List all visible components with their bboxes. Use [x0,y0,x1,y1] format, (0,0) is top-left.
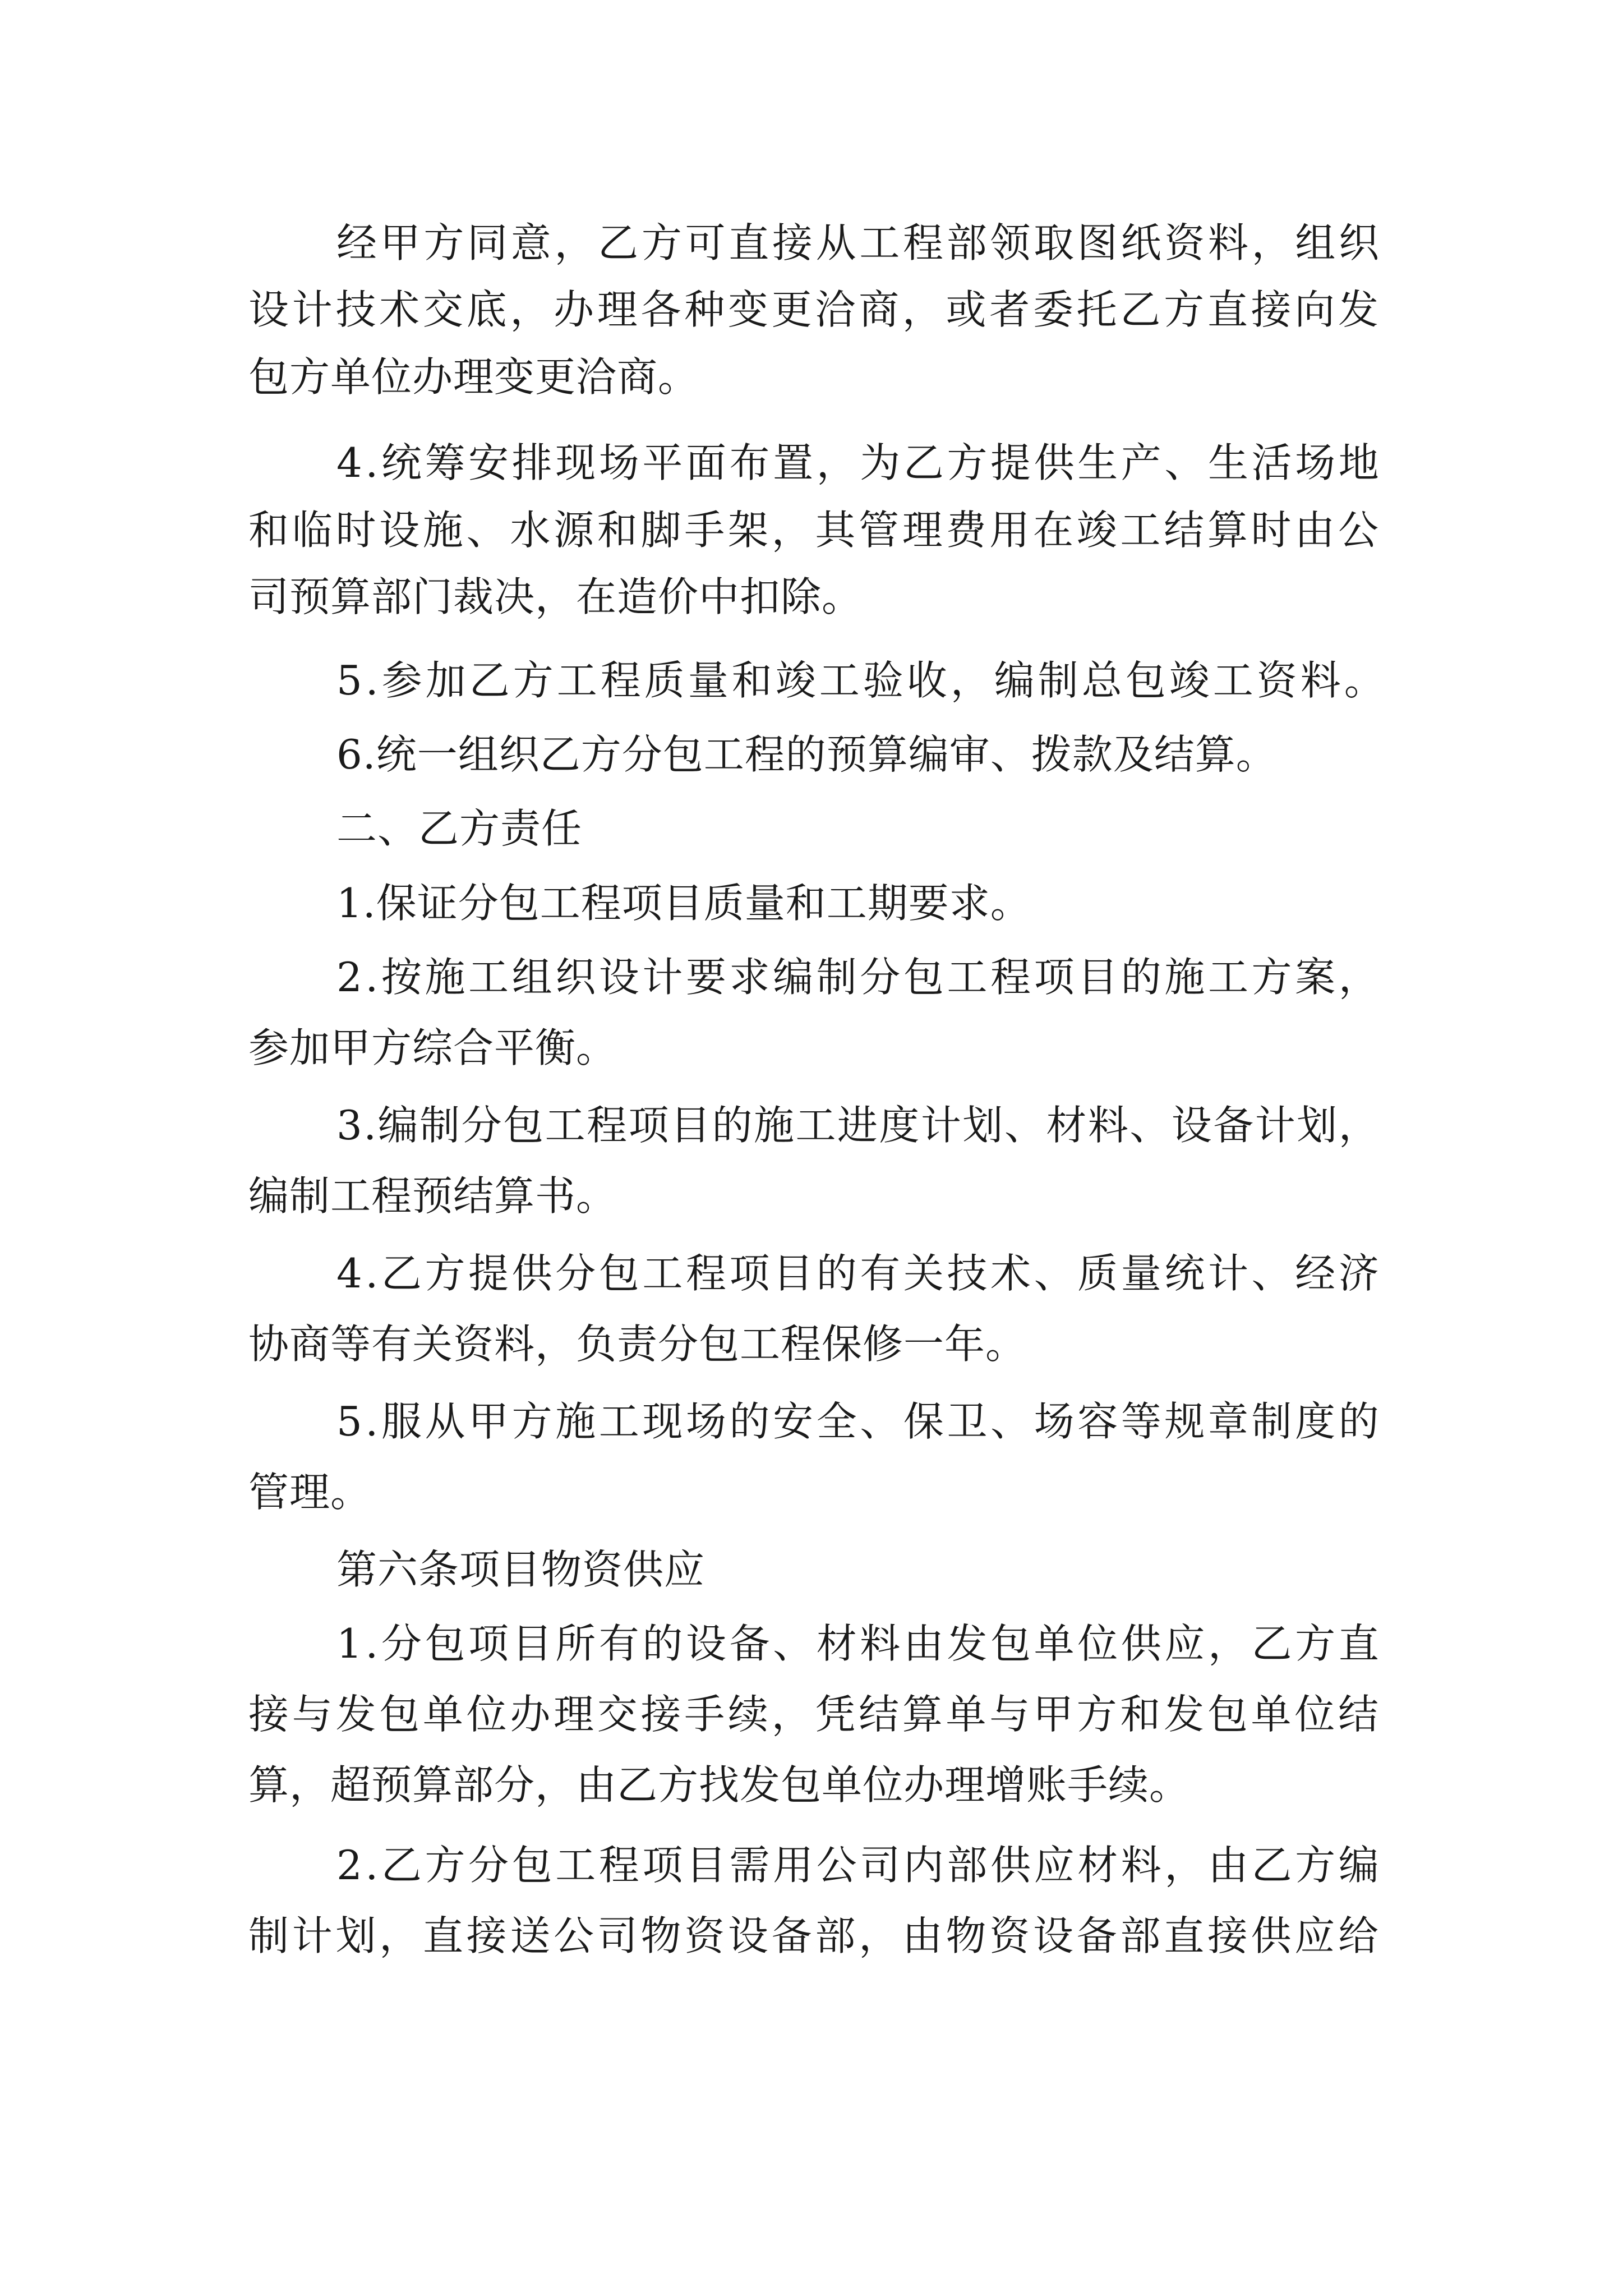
text-line: 2.按施工组织设计要求编制分包工程项目的施工方案， [336,954,1382,1001]
text-line: 1.分包项目所有的设备、材料由发包单位供应，乙方直 [336,1620,1382,1667]
text-line: 管理。 [248,1469,372,1516]
text-line: 5.服从甲方施工现场的安全、保卫、场容等规章制度的 [336,1398,1382,1445]
text-line: 2.乙方分包工程项目需用公司内部供应材料，由乙方编 [336,1842,1382,1889]
text-line: 制计划，直接送公司物资设备部，由物资设备部直接供应给 [248,1912,1382,1959]
text-line: 协商等有关资料，负责分包工程保修一年。 [248,1320,1027,1368]
text-line: 设计技术交底，办理各种变更洽商，或者委托乙方直接向发 [248,286,1382,333]
section-heading: 二、乙方责任 [336,805,583,852]
text-line: 接与发包单位办理交接手续，凭结算单与甲方和发包单位结 [248,1691,1382,1738]
text-line: 6.统一组织乙方分包工程的预算编审、拨款及结算。 [336,731,1277,778]
text-line: 5.参加乙方工程质量和竣工验收，编制总包竣工资料。 [336,657,1388,704]
text-line: 4.乙方提供分包工程项目的有关技术、质量统计、经济 [336,1250,1382,1297]
text-line: 包方单位办理变更洽商。 [248,353,699,401]
text-line: 3.编制分包工程项目的施工进度计划、材料、设备计划， [336,1102,1381,1149]
text-line: 司预算部门裁决，在造价中扣除。 [248,573,863,620]
text-line: 经甲方同意，乙方可直接从工程部领取图纸资料，组织 [336,219,1382,266]
text-line: 参加甲方综合平衡。 [248,1024,617,1071]
text-line: 算，超预算部分，由乙方找发包单位办理增账手续。 [248,1761,1191,1809]
text-line: 和临时设施、水源和脚手架，其管理费用在竣工结算时由公 [248,507,1382,554]
section-heading: 第六条项目物资供应 [336,1546,706,1593]
text-line: 1.保证分包工程项目质量和工期要求。 [336,880,1031,927]
text-line: 4.统筹安排现场平面布置，为乙方提供生产、生活场地 [336,439,1382,486]
text-line: 编制工程预结算书。 [248,1172,617,1220]
